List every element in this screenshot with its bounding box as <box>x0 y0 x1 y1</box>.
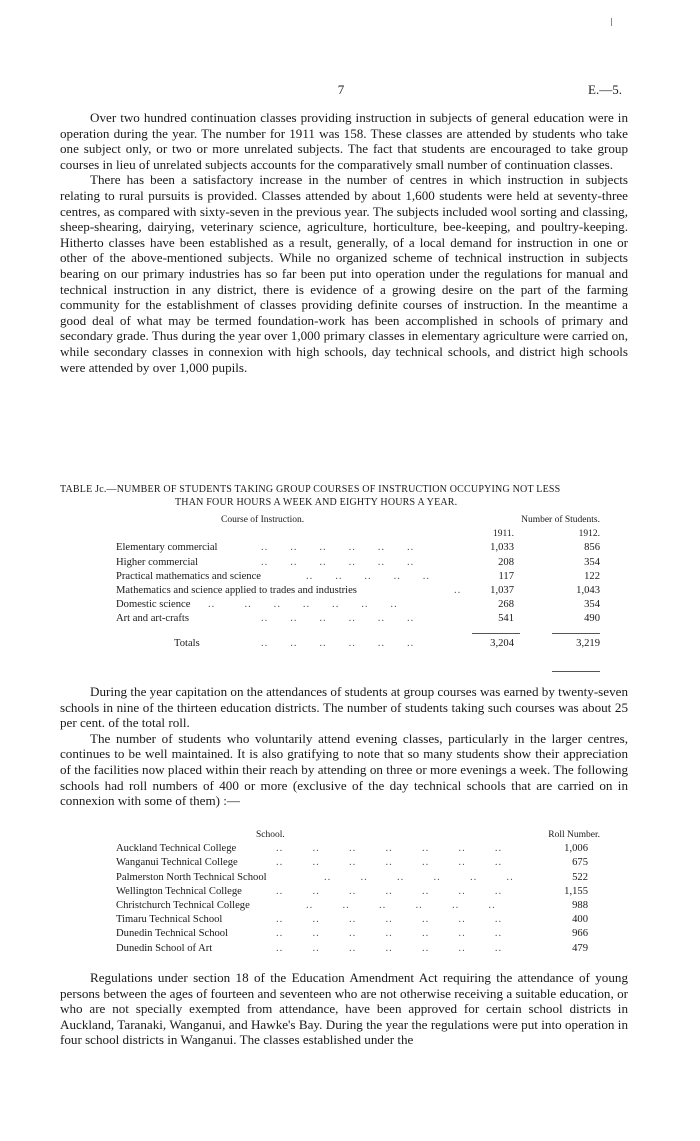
value-1911: 541 <box>498 613 514 625</box>
school-name: Wanganui Technical College <box>116 857 238 869</box>
course-name: Elementary commercial <box>116 542 218 554</box>
paragraph-capitation: During the year capitation on the attendances of students at group courses was earned by twenty-seven schools in nine of the thirteen education districts. The number of students taking such courses was about 25 per cent. of the total roll. <box>60 684 628 731</box>
body-text-middle <box>60 684 628 809</box>
roll-number: 966 <box>572 928 588 940</box>
table-jc-caption-line1: TABLE Jc.—NUMBER OF STUDENTS TAKING GROUP COURSES OF INSTRUCTION OCCUPYING NOT LESS <box>60 484 561 495</box>
table-row: Dunedin School of Art .. .. .. .. .. .. .. 479 <box>116 942 600 956</box>
col-number-header: Number of Students. <box>521 515 600 525</box>
year-1911-header: 1911. <box>492 529 514 540</box>
roll-number: 1,006 <box>564 843 588 855</box>
value-1912: 490 <box>584 613 600 625</box>
total-rule <box>552 671 600 672</box>
total-1911: 3,204 <box>490 637 514 649</box>
school-name: Auckland Technical College <box>116 843 237 855</box>
table-row: Wanganui Technical College .. .. .. .. .. .. .. 675 <box>116 856 600 870</box>
school-name: Wellington Technical College <box>116 885 242 897</box>
value-1912: 1,043 <box>576 584 600 596</box>
table-jc-years <box>116 527 600 541</box>
total-1912: 3,219 <box>576 637 600 649</box>
paragraph-continuation-classes: Over two hundred continuation classes providing instruction in subjects of general education were in operation during the year. The number for 1911 was 158. These classes are attended by students who take one subject only, or two or more unrelated subjects. The fact that students are encouraged to take group courses in lieu of unrelated subjects accounts for the comparatively small number of continuation classes. <box>60 110 628 172</box>
value-1912: 856 <box>584 542 600 554</box>
schools-table <box>116 828 600 956</box>
subtotal-rule-1911 <box>472 633 520 634</box>
value-1911: 208 <box>498 556 514 568</box>
roll-number: 675 <box>572 857 588 869</box>
table-row: Wellington Technical College .. .. .. .. .. .. .. 1,155 <box>116 885 600 899</box>
page-header <box>60 82 622 100</box>
course-name: Mathematics and science applied to trades and industries <box>116 584 357 596</box>
table-row: Mathematics and science applied to trades and industries .. 1,037 1,043 <box>116 584 600 598</box>
totals-label: Totals <box>174 637 200 649</box>
course-name: Higher commercial <box>116 556 199 568</box>
table-row: Art and art-crafts .. .. .. .. .. .. 541 490 <box>116 612 600 626</box>
table-row: Dunedin Technical School .. .. .. .. .. .. .. 966 <box>116 927 600 941</box>
table-jc-caption-line2: THAN FOUR HOURS A WEEK AND EIGHTY HOURS A YEAR. <box>175 497 458 508</box>
paragraph-rural-pursuits: There has been a satisfactory increase in the number of centres in which instruction in subjects relating to rural pursuits is provided. Classes attended by about 1,600 students were held at seventy-three centres, as compared with sixty-seven in the previous year. The subjects included wool sorting and classing, sheep-shearing, dairying, veterinary science, agriculture, horticulture, bee-keeping, and poultry-keeping. Hitherto classes have been established as a result, generally, of a local demand for instruction in one or other of the above-mentioned subjects. While no organized scheme of technical instruction in subjects bearing on our primary industries has so far been put into operation under the regulations for manual and technical instruction in any district, there is evidence of a growing desire on the part of the farming community for the establishment of classes providing definite courses of instruction. In the meantime a good deal of what may be termed foundation-work has been accomplished in schools of primary and secondary grade. Thus during the year over 1,000 primary classes in elementary agriculture were carried on, while secondary classes in connexion with high schools, day technical schools, and district high schools were attended by over 1,000 pupils. <box>60 172 628 375</box>
school-name: Timaru Technical School <box>116 914 223 926</box>
body-text-top <box>60 110 628 375</box>
table-totals-row: Totals .. .. .. .. .. .. 3,204 3,219 <box>116 637 600 651</box>
schools-table-header <box>116 828 600 842</box>
table-row: Elementary commercial .. .. .. .. .. .. 1,033 856 <box>116 541 600 555</box>
roll-number: 522 <box>572 871 588 883</box>
table-row: Auckland Technical College .. .. .. .. .. .. .. 1,006 <box>116 842 600 856</box>
value-1911: 117 <box>498 570 514 582</box>
school-name: Dunedin School of Art <box>116 942 213 954</box>
value-1912: 354 <box>584 556 600 568</box>
subtotal-rule-1912 <box>552 633 600 634</box>
paragraph-evening-classes: The number of students who voluntarily attend evening classes, particularly in the larger centres, continues to be well maintained. It is also gratifying to note that so many students show their appreciation of the facilities now placed within their reach by attending on three or more evenings a week. The following schools had roll numbers of 400 or more (exclusive of the day technical schools that are carried on in connexion with some of them) :— <box>60 730 628 809</box>
course-name: Practical mathematics and science <box>116 570 262 582</box>
table-row: Christchurch Technical College .. .. .. .. .. .. 988 <box>116 899 600 913</box>
value-1911: 1,033 <box>490 542 514 554</box>
roll-number: 988 <box>572 899 588 911</box>
page-number: 7 <box>337 82 345 97</box>
value-1911: 1,037 <box>490 584 514 596</box>
table-jc-header <box>116 513 600 527</box>
year-1912-header: 1912. <box>578 529 600 540</box>
table-jc <box>116 513 600 651</box>
table-row: Palmerston North Technical School .. .. .. .. .. .. 522 <box>116 871 600 885</box>
school-name: Dunedin Technical School <box>116 928 229 940</box>
roll-number: 1,155 <box>564 885 588 897</box>
table-row: Domestic science .. .. .. .. .. .. .. 268 354 <box>116 598 600 612</box>
table-jc-caption <box>60 483 628 509</box>
school-name: Palmerston North Technical School <box>116 871 267 883</box>
school-name: Christchurch Technical College <box>116 899 250 911</box>
col-roll-header: Roll Number. <box>548 830 600 840</box>
table-row: Higher commercial .. .. .. .. .. .. 208 354 <box>116 556 600 570</box>
value-1912: 122 <box>584 570 600 582</box>
roll-number: 400 <box>572 914 588 926</box>
col-school-header: School. <box>256 830 285 840</box>
value-1912: 354 <box>584 599 600 611</box>
col-course-header: Course of Instruction. <box>221 515 305 525</box>
report-reference: E.—5. <box>588 82 622 97</box>
course-name: Art and art-crafts <box>116 613 189 625</box>
body-text-bottom <box>60 970 628 1048</box>
roll-number: 479 <box>572 942 588 954</box>
course-name: Domestic science <box>116 599 191 611</box>
paragraph-regulations: Regulations under section 18 of the Education Amendment Act requiring the attendance of young persons between the ages of fourteen and seventeen who are not otherwise receiving a suitable education, or who are not specially exempted from attendance, have been approved for certain school districts in Auckland, Taranaki, Wanganui, and Hawke's Bay. During the year the regulations were put into operation in four school districts in Wanganui. The classes established under the <box>60 970 628 1048</box>
table-row: Timaru Technical School .. .. .. .. .. .. .. 400 <box>116 913 600 927</box>
scan-mark <box>611 18 612 26</box>
table-row: Practical mathematics and science .. .. .. .. .. 117 122 <box>116 570 600 584</box>
value-1911: 268 <box>498 599 514 611</box>
